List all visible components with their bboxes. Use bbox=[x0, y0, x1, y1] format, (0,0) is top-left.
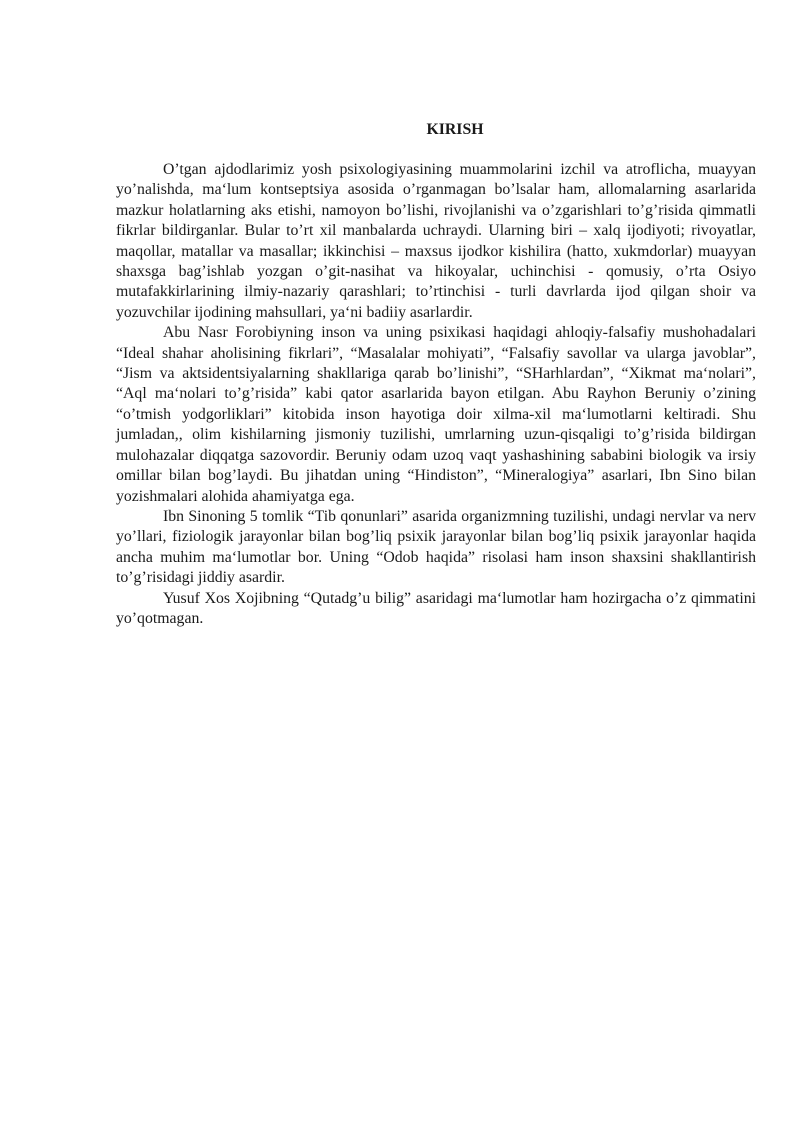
paragraph-intro: O’tgan ajdodlarimiz yosh psixologiyasining muammolarini izchil va atroflicha, muayyan yo’nalishda, ma‘lum kontseptsiya asosida o’rganmagan bo’lsalar ham, allomalarning asarlarida mazkur holatlarning aks etishi, namoyon bo’lishi, rivojlanishi va o’zgarishlari to’g’risida qimmatli fikrlar bildirganlar. Bular to’rt xil manbalarda uchraydi. Ularning biri – xalq ijodiyoti; rivoyatlar, maqollar, matallar va masallar; ikkinchisi – maxsus ijodkor kishilira (hatto, xukmdorlar) muayyan shaxsga bag’ishlab yozgan o’git-nasihat va hikoyalar, uchinchisi - qomusiy, o’rta Osiyo mutafakkirlarining ilmiy-nazariy qarashlari; to’rtinchisi - turli davrlarda ijod qilgan shoir va yozuvchilar ijodining mahsullari, ya‘ni badiiy asarlardir. bbox=[116, 161, 756, 321]
paragraph-yusuf-xos-xojib: Yusuf Xos Xojibning “Qutadg’u bilig” asaridagi ma‘lumotlar ham hozirgacha o’z qimmatini yo’qotmagan. bbox=[116, 589, 756, 627]
paragraph-ibn-sino: Ibn Sinoning 5 tomlik “Tib qonunlari” asarida organizmning tuzilishi, undagi nervlar va nerv yo’llari, fiziologik jarayonlar bilan bog’liq psixik jarayonlar bilan bog’liq psixik jarayonlar haqida ancha muhim ma‘lumotlar bor. Uning “Odob haqida” risolasi ham inson shaxsini shakllantirish to’g’risidagi jiddiy asardir. bbox=[116, 507, 756, 587]
document-body bbox=[116, 120, 756, 629]
page-title: KIRISH bbox=[426, 121, 484, 138]
paragraph-forobiy-beruniy: Abu Nasr Forobiyning inson va uning psixikasi haqidagi ahloqiy-falsafiy mushohadalari “Ideal shahar aholisining fikrlari”, “Masalalar mohiyati”, “Falsafiy savollar va ularga javoblar”, “Jism va aktsidentsiyalarning shakllariga qarab bo’linishi”, “SHarhlardan”, “Xikmat ma‘nolari”, “Aql ma‘nolari to’g’risida” kabi qator asarlarida bayon etilgan. Abu Rayhon Beruniy o’zining “o’tmish yodgorliklari” kitobida inson hayotiga doir xilma-xil ma‘lumotlarni keltiradi. Shu jumladan,, olim kishilarning jismoniy tuzilishi, umrlarning uzun-qisqaligi to’g’risida bildirgan mulohazalar diqqatga sazovordir. Beruniy odam uzoq vaqt yashashining sababini biologik va irsiy omillar bilan bog’laydi. Bu jihatdan uning “Hindiston”, “Mineralogiya” asarlari, Ibn Sino bilan yozishmalari alohida ahamiyatga ega. bbox=[116, 324, 756, 505]
